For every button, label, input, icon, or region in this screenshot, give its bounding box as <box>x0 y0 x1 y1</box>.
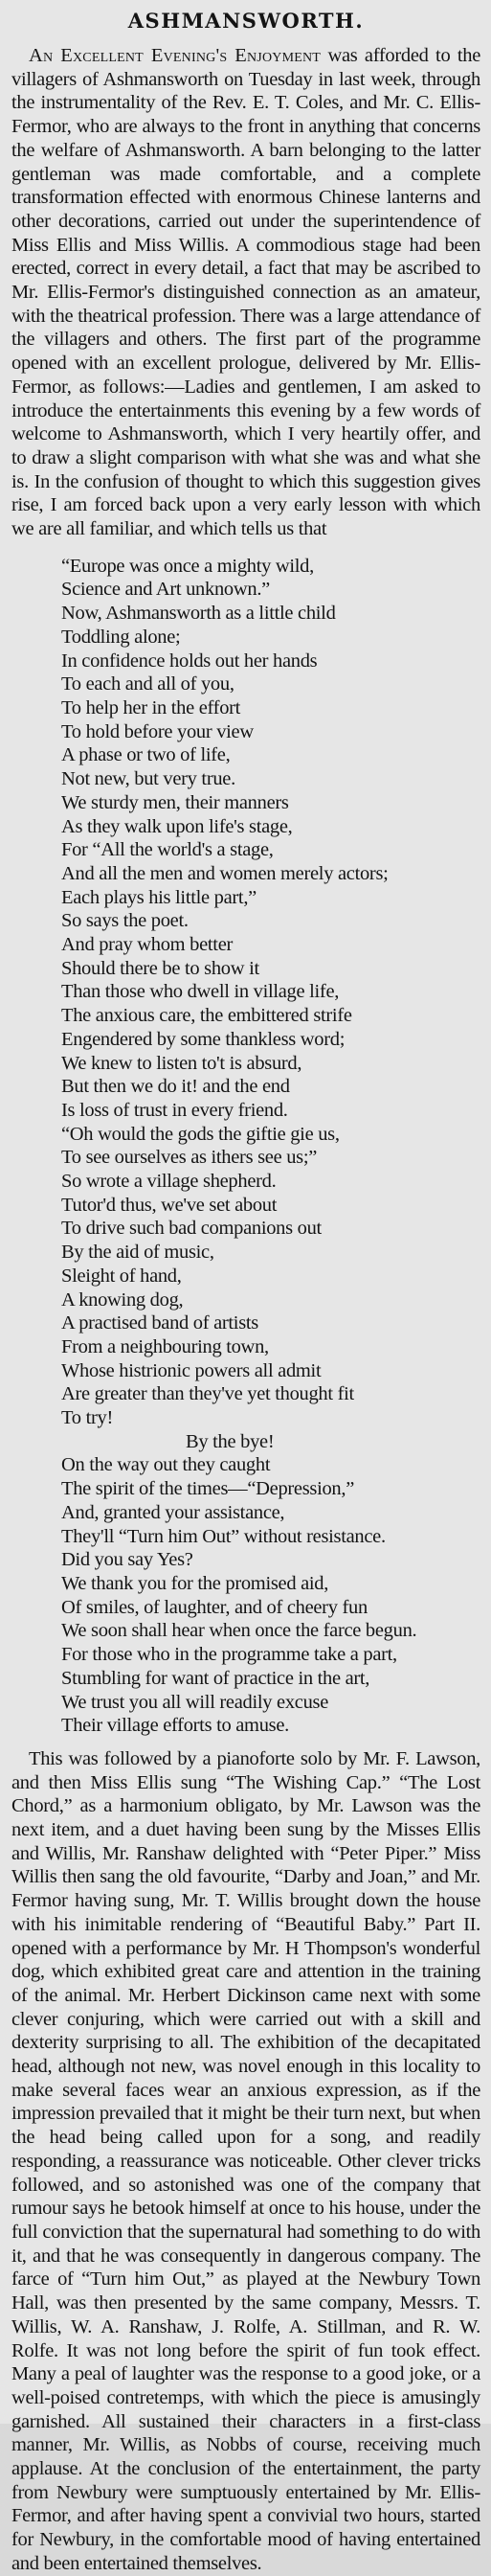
poem-line: Each plays his little part,” <box>61 886 257 908</box>
intro-lead: An Excellent Evening's Enjoyment <box>29 45 322 66</box>
poem-line: We trust you all will readily excuse <box>61 1691 329 1713</box>
poem-line: To see ourselves as ithers see us;” <box>61 1147 318 1169</box>
poem-line: We soon shall hear when once the farce begun. <box>61 1620 417 1642</box>
poem-line: They'll “Turn him Out” without resistance. <box>61 1525 386 1547</box>
poem-line: And, granted your assistance, <box>61 1501 285 1523</box>
poem-line: So wrote a village shepherd. <box>61 1171 277 1193</box>
poem-line: Not new, but very true. <box>61 768 235 790</box>
poem-line: Toddling alone; <box>61 626 181 648</box>
poem-line: By the bye! <box>186 1430 275 1452</box>
poem-line: To each and all of you, <box>61 673 234 695</box>
poem-line: A phase or two of life, <box>61 744 231 766</box>
poem-line: Tutor'd thus, we've set about <box>61 1194 278 1216</box>
poem-line: Science and Art unknown.” <box>61 579 270 601</box>
poem-line: Than those who dwell in village life, <box>61 981 340 1003</box>
poem-line: From a neighbouring town, <box>61 1335 269 1357</box>
closing-paragraph: This was followed by a pianoforte solo by Mr. F. Lawson, and then Miss Ellis sung “The Wishing Cap.” “The Lost Chord,” as a harmonium obligato, by Mr. Lawson was the next item, and a duet having been sung by the Misses Ellis and Willis, Mr. Ranshaw delighted with “Peter Piper.” Miss Willis then sang the old favourite, “Darby and Joan,” and Mr. Fermor having sung, Mr. T. Willis brought down the house with his inimitable rendering of “Beautiful Baby.” Part II. opened with a performance by Mr. H Thompson's wonderful dog, which exhibited great care and attention in the training of the animal. Mr. Herbert Dickinson came next with some clever conjuring, which were carried out with a skill and dexterity surprising to all. The exhibition of the decapitated head, although not new, was novel enough in this locality to make several faces wear an anxious expression, as if the impression prevailed that it might be their turn next, but when the head being called upon for a song, and readily responding, a reassurance was noticeable. Other clever tricks followed, and so astonished was one of the company that rumour says he betook himself at once to his house, under the full conviction that the supernatural had something to do with it, and that he was consequently in dangerous company. The farce of “Turn him Out,” as played at the Newbury Town Hall, was then presented by the same company, Messrs. T. Willis, W. A. Ranshaw, J. Rolfe, A. Stillman, and R. W. Rolfe. It was not long before the spirit of fun took effect. Many a peal of laughter was the response to a good joke, or a well-poised contretemps, with which the piece is amusingly garnished. All sustained their characters in a first-class manner, Mr. Willis, as Nobbs of course, receiving much applause. At the conclusion of the entertainment, the party from Newbury were sumptuously entertained by Mr. Ellis-Fermor, and after having spent a convivial two hours, started for Newbury, in the comfortable mood of having entertained and been entertained themselves. <box>11 1747 480 2574</box>
poem-line: Sleight of hand, <box>61 1265 182 1287</box>
poem-line: By the aid of music, <box>61 1242 214 1264</box>
poem-line: The spirit of the times—“Depression,” <box>61 1478 354 1500</box>
poem-line: But then we do it! and the end <box>61 1076 290 1098</box>
poem-line: Did you say Yes? <box>61 1549 193 1571</box>
poem-line: On the way out they caught <box>61 1454 271 1476</box>
poem-line: Now, Ashmansworth as a little child <box>61 603 336 625</box>
poem-line: And pray whom better <box>61 934 234 956</box>
poem-line: For those who in the programme take a part, <box>61 1644 397 1666</box>
poem-line: To hold before your view <box>61 720 254 742</box>
poem-line: A knowing dog, <box>61 1288 184 1311</box>
poem-line: And all the men and women merely actors; <box>61 862 389 884</box>
poem-line: Of smiles, of laughter, and of cheery fun <box>61 1596 368 1618</box>
poem-line: “Europe was once a mighty wild, <box>61 555 314 577</box>
article-heading: ASHMANSWORTH. <box>127 9 365 33</box>
poem-line: As they walk upon life's stage, <box>61 815 293 837</box>
poem-line: Should there be to show it <box>61 957 259 979</box>
poem-line: Is loss of trust in every friend. <box>61 1099 288 1121</box>
poem-line: To help her in the effort <box>61 696 241 718</box>
poem-line: “Oh would the gods the giftie gie us, <box>61 1123 340 1145</box>
poem-line: Whose histrionic powers all admit <box>61 1359 322 1381</box>
poem-line: We sturdy men, their manners <box>61 791 289 813</box>
poem-line: Engendered by some thankless word; <box>61 1028 346 1050</box>
poem-line: The anxious care, the embittered strife <box>61 1005 352 1027</box>
poem-line: To try! <box>61 1407 113 1429</box>
poem-line: Their village efforts to amuse. <box>61 1715 289 1737</box>
poem-line: In confidence holds out her hands <box>61 650 318 672</box>
intro-paragraph <box>11 44 480 541</box>
poem-line: We thank you for the promised aid, <box>61 1573 329 1594</box>
poem-line: Are greater than they've yet thought fit <box>61 1383 354 1405</box>
poem-line: To drive such bad companions out <box>61 1218 322 1240</box>
prologue-poem <box>11 555 480 1738</box>
intro-body: was afforded to the villagers of Ashmansworth on Tuesday in last week, through the instrumentality of the Rev. E. T. Coles, and Mr. C. Ellis-Fermor, who are always to the front in anything that concerns the welfare of Ashmansworth. A barn belonging to the latter gentleman was made comfortable, and a complete transformation effected with enormous Chinese lanterns and other decorations, carried out under the superintendence of Miss Ellis and Miss Willis. A commodious stage had been erected, correct in every detail, a fact that may be ascribed to Mr. Ellis-Fermor's distinguished connection as an amateur, with the theatrical profession. There was a large attendance of the villagers and others. The first part of the programme opened with an excellent prologue, delivered by Mr. Ellis-Fermor, as follows:—Ladies and gentlemen, I am asked to introduce the entertainments this evening by a few words of welcome to Ashmansworth, which I very heartily offer, and to draw a slight comparison with what she was and what she is. In the confusion of thought to which this suggestion gives rise, I am forced back upon a very early lesson with which we are all familiar, and which tells us that <box>11 45 480 540</box>
poem-line: We knew to listen to't is absurd, <box>61 1052 302 1074</box>
poem-line: A practised band of artists <box>61 1312 258 1334</box>
poem-line: Stumbling for want of practice in the art, <box>61 1667 370 1689</box>
poem-line: So says the poet. <box>61 910 189 932</box>
poem-line: For “All the world's a stage, <box>61 839 274 861</box>
